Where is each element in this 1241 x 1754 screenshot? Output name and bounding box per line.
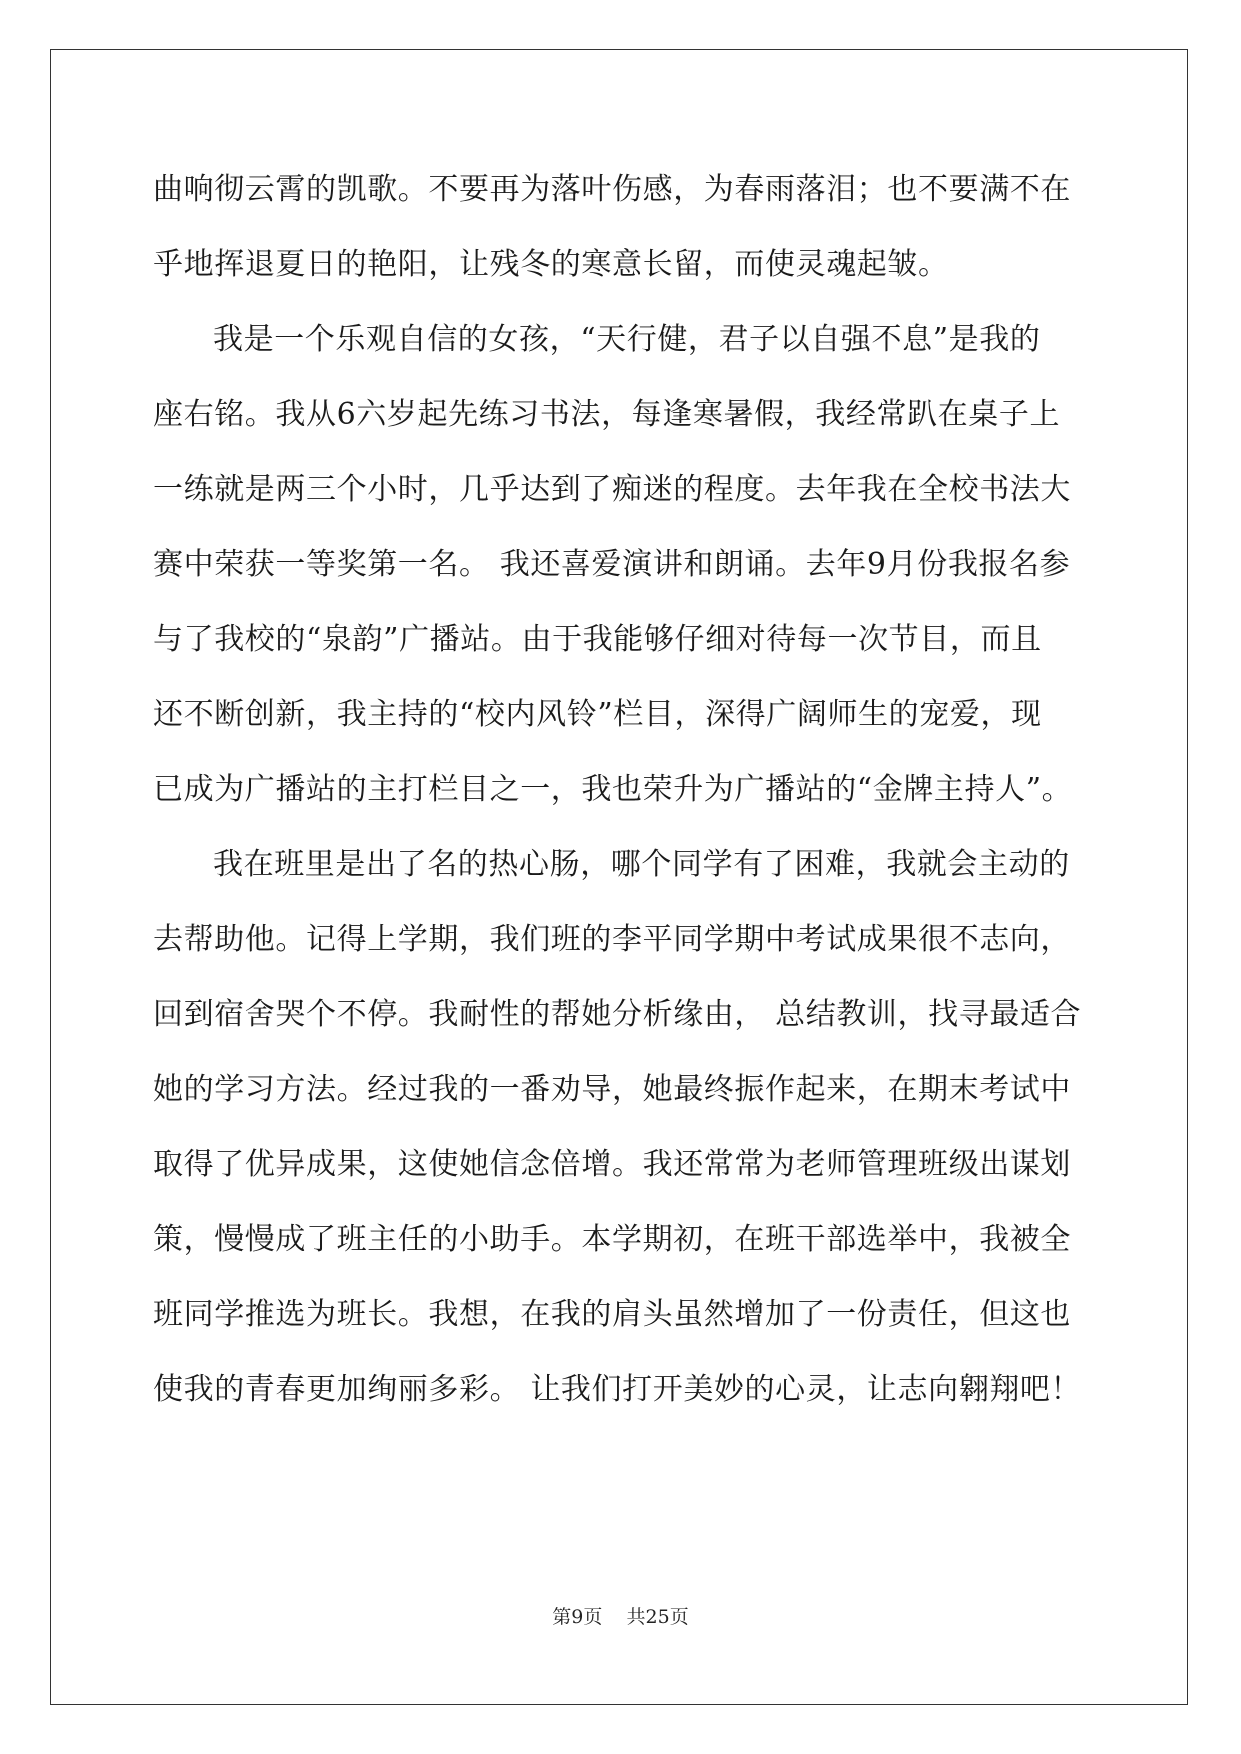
text-line: 曲响彻云霄的凯歌。不要再为落叶伤感，为春雨落泪；也不要满不在 xyxy=(153,172,1071,207)
text-line: 她的学习方法。经过我的一番劝导，她最终振作起来，在期末考试中 xyxy=(153,1072,1071,1107)
text-line: 已成为广播站的主打栏目之一，我也荣升为广播站的“金牌主持人”。 xyxy=(153,772,1073,807)
text-line: 使我的青春更加绚丽多彩。 让我们打开美妙的心灵，让志向翱翔吧！ xyxy=(153,1372,1082,1407)
text-line: 与了我校的“泉韵”广播站。由于我能够仔细对待每一次节目，而且 xyxy=(153,622,1042,657)
text-line: 座右铭。我从6六岁起先练习书法，每逢寒暑假，我经常趴在桌子上 xyxy=(153,397,1061,432)
text-line: 班同学推选为班长。我想，在我的肩头虽然增加了一份责任，但这也 xyxy=(153,1297,1071,1332)
text-line: 回到宿舍哭个不停。我耐性的帮她分析缘由， 总结教训，找寻最适合 xyxy=(153,997,1082,1032)
text-line: 赛中荣获一等奖第一名。 我还喜爱演讲和朗诵。去年9月份我报名参 xyxy=(153,547,1071,582)
text-line: 策，慢慢成了班主任的小助手。本学期初，在班干部选举中，我被全 xyxy=(153,1222,1071,1257)
text-line: 还不断创新，我主持的“校内风铃”栏目，深得广阔师生的宠爱，现 xyxy=(153,697,1042,732)
page-number: 第9页 共25页 xyxy=(552,1606,689,1628)
text-line: 取得了优异成果，这使她信念倍增。我还常常为老师管理班级出谋划 xyxy=(153,1147,1071,1182)
paragraph-start-line: 我是一个乐观自信的女孩，“天行健，君子以自强不息”是我的 xyxy=(213,322,1041,357)
text-line: 一练就是两三个小时，几乎达到了痴迷的程度。去年我在全校书法大 xyxy=(153,472,1071,507)
text-line: 乎地挥退夏日的艳阳，让残冬的寒意长留，而使灵魂起皱。 xyxy=(153,247,949,282)
page-footer xyxy=(0,1605,1241,1629)
paragraph-start-line: 我在班里是出了名的热心肠，哪个同学有了困难，我就会主动的 xyxy=(213,847,1070,882)
text-line: 去帮助他。记得上学期，我们班的李平同学期中考试成果很不志向， xyxy=(153,922,1071,957)
